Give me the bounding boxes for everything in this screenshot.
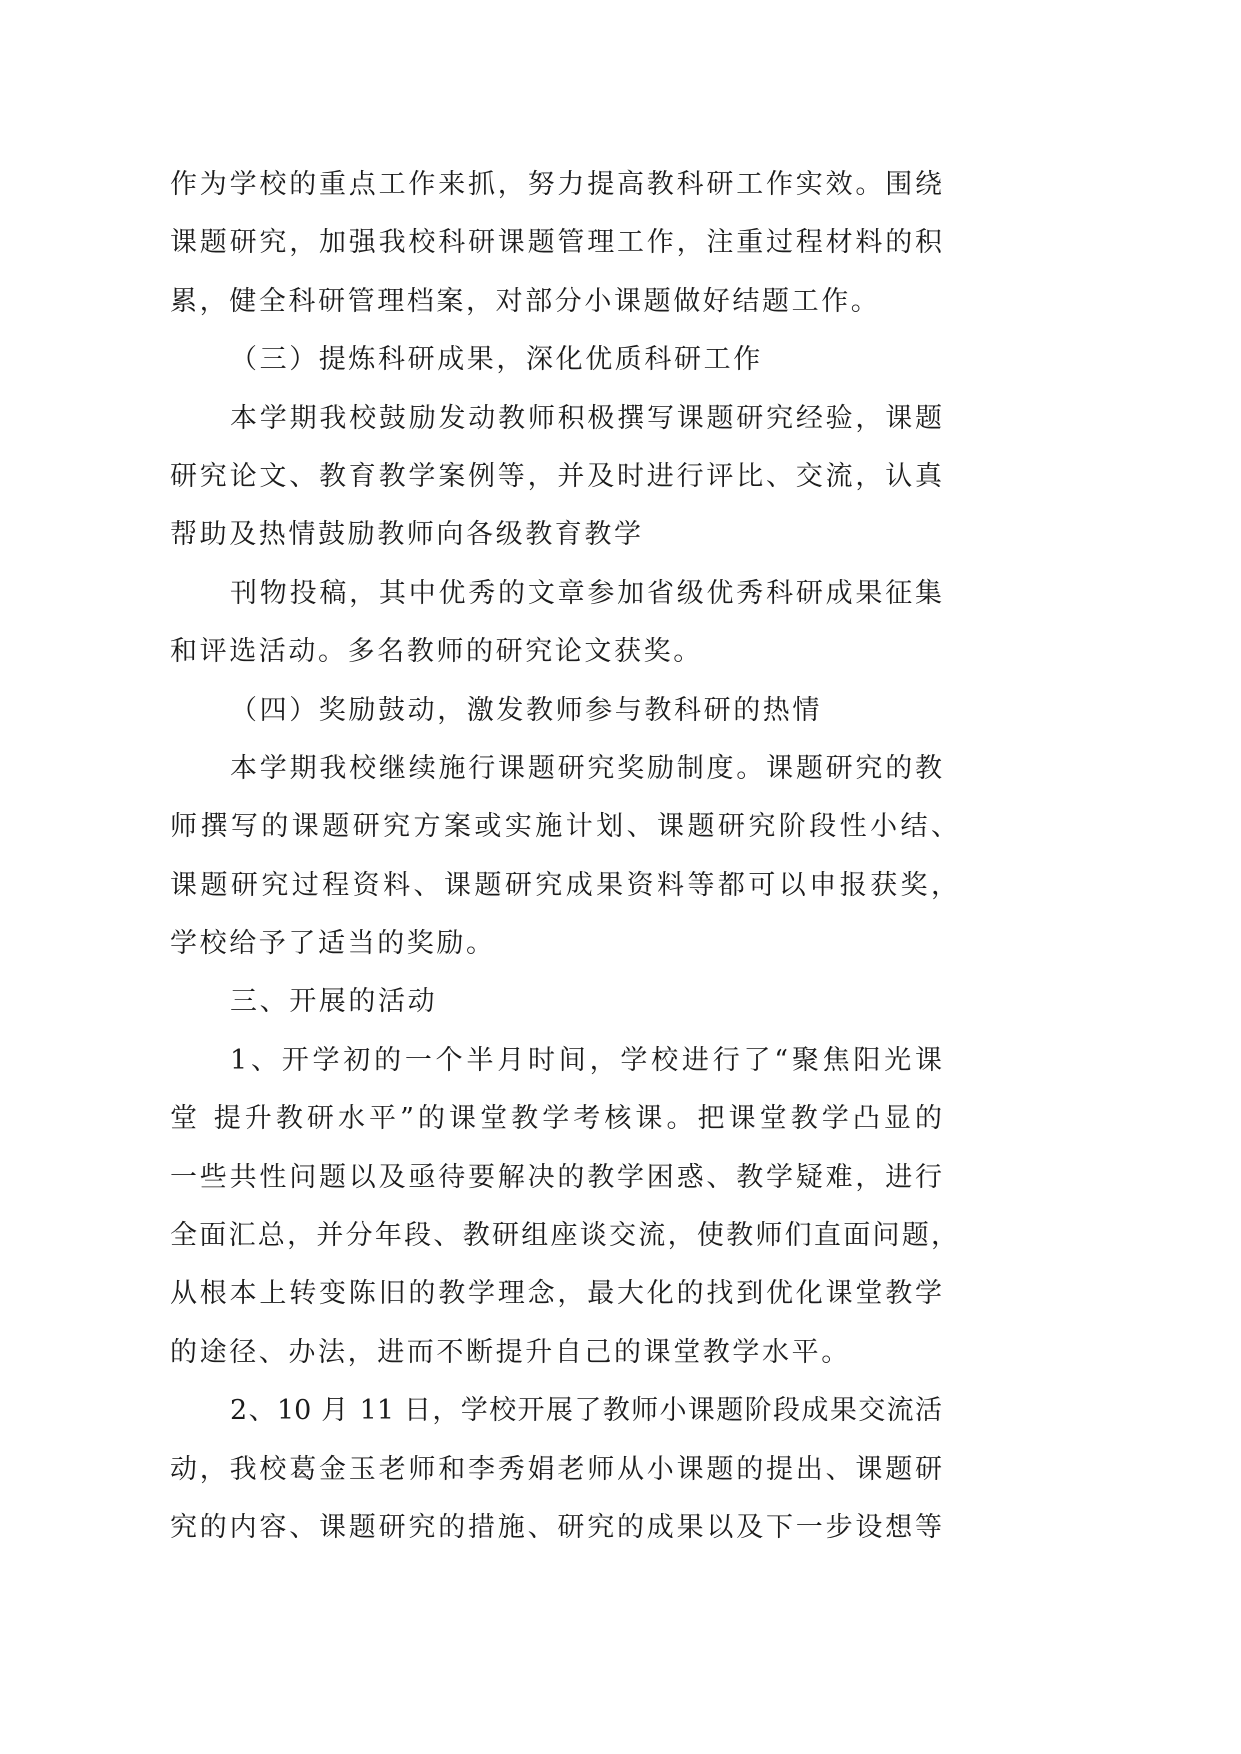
text-line: 作为学校的重点工作来抓，努力提高教科研工作实效。围绕 xyxy=(170,169,942,200)
text-line: 本学期我校继续施行课题研究奖励制度。课题研究的教 xyxy=(230,752,942,784)
text-line: 研究论文、教育教学案例等，并及时进行评比、交流，认真 xyxy=(170,460,942,492)
section-heading: 三、开展的活动 xyxy=(230,986,438,1018)
text-line: 动，我校葛金玉老师和李秀娟老师从小课题的提出、课题研 xyxy=(170,1453,942,1485)
text-line: 课题研究过程资料、课题研究成果资料等都可以申报获奖， xyxy=(170,869,958,901)
text-line: 全面汇总，并分年段、教研组座谈交流，使教师们直面问题， xyxy=(170,1220,958,1252)
subsection-heading: （三）提炼科研成果，深化优质科研工作 xyxy=(230,344,763,376)
text-line: 一些共性问题以及亟待要解决的教学困惑、教学疑难，进行 xyxy=(170,1161,942,1193)
text-line: 师撰写的课题研究方案或实施计划、课题研究阶段性小结、 xyxy=(170,811,958,843)
text-line: 课题研究，加强我校科研课题管理工作，注重过程材料的积 xyxy=(170,227,942,259)
text-line: 从根本上转变陈旧的教学理念，最大化的找到优化课堂教学 xyxy=(170,1278,942,1310)
text-line: 2、10 月 11 日，学校开展了教师小课题阶段成果交流活 xyxy=(230,1395,942,1427)
text-line: 和评选活动。多名教师的研究论文获奖。 xyxy=(170,636,703,668)
text-line: 刊物投稿，其中优秀的文章参加省级优秀科研成果征集 xyxy=(230,577,942,609)
subsection-heading: （四）奖励鼓动，激发教师参与教科研的热情 xyxy=(230,694,822,726)
text-line: 究的内容、课题研究的措施、研究的成果以及下一步设想等 xyxy=(170,1511,942,1543)
text-line: 的途径、办法，进而不断提升自己的课堂教学水平。 xyxy=(170,1336,851,1368)
text-line: 本学期我校鼓励发动教师积极撰写课题研究经验，课题 xyxy=(230,402,942,434)
text-line: 累，健全科研管理档案，对部分小课题做好结题工作。 xyxy=(170,285,881,317)
text-line: 帮助及热情鼓励教师向各级教育教学 xyxy=(170,519,644,551)
text-line: 堂 提升教研水平”的课堂教学考核课。把课堂教学凸显的 xyxy=(170,1103,942,1135)
text-line: 学校给予了适当的奖励。 xyxy=(170,928,496,960)
text-line: 1、开学初的一个半月时间，学校进行了“聚焦阳光课 xyxy=(230,1044,942,1076)
body-text xyxy=(170,156,958,1557)
